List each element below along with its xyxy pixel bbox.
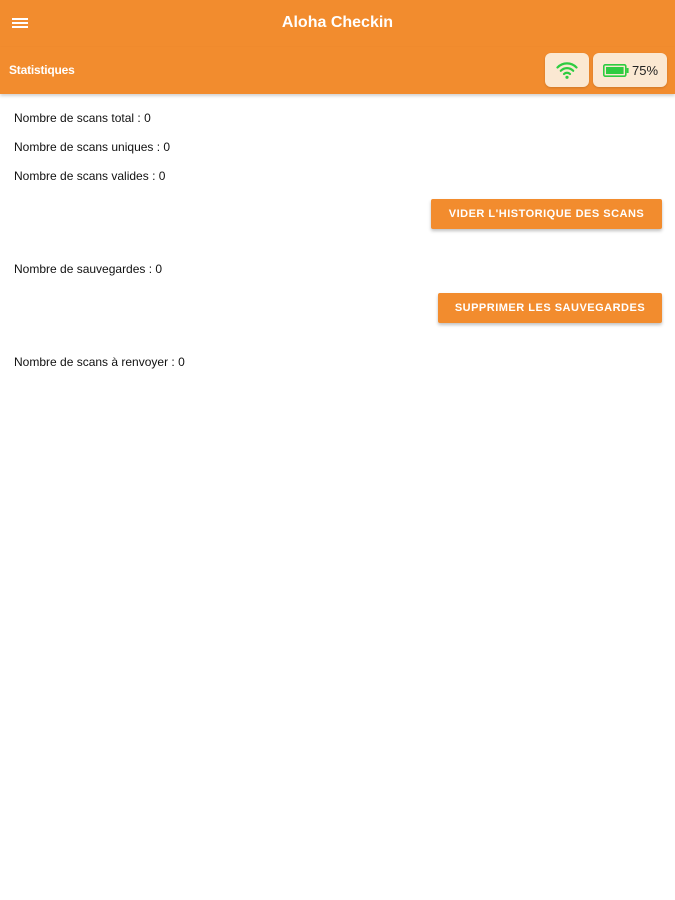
delete-saves-button[interactable]: SUPPRIMER LES SAUVEGARDES [438, 293, 662, 323]
stat-label: Nombre de scans total : [14, 111, 145, 125]
app-title: Aloha Checkin [281, 14, 394, 31]
stat-label: Nombre de scans à renvoyer : [14, 355, 179, 369]
stat-scans-total [14, 111, 151, 125]
stat-scans-a-renvoyer [14, 355, 185, 369]
battery-icon [603, 64, 629, 77]
stat-label: Nombre de scans valides : [14, 169, 159, 183]
battery-level-text: 75% [632, 63, 659, 78]
section-title: Statistiques [9, 63, 75, 77]
stat-scans-uniques [14, 140, 170, 154]
top-app-bar [0, 0, 675, 47]
stat-value: 0 [163, 140, 171, 154]
stat-value: 0 [158, 169, 166, 183]
wifi-icon [556, 60, 578, 80]
wifi-status-chip [545, 53, 589, 87]
stat-value: 0 [155, 262, 163, 276]
stat-label: Nombre de sauvegardes : [14, 262, 156, 276]
stat-scans-valides [14, 169, 165, 183]
clear-scan-history-button[interactable]: VIDER L'HISTORIQUE DES SCANS [431, 199, 662, 229]
battery-status-chip [593, 53, 667, 87]
stat-label: Nombre de scans uniques : [14, 140, 164, 154]
stat-sauvegardes [14, 262, 162, 276]
stat-value: 0 [178, 355, 185, 369]
section-bar [0, 47, 675, 94]
stat-value: 0 [144, 111, 151, 125]
